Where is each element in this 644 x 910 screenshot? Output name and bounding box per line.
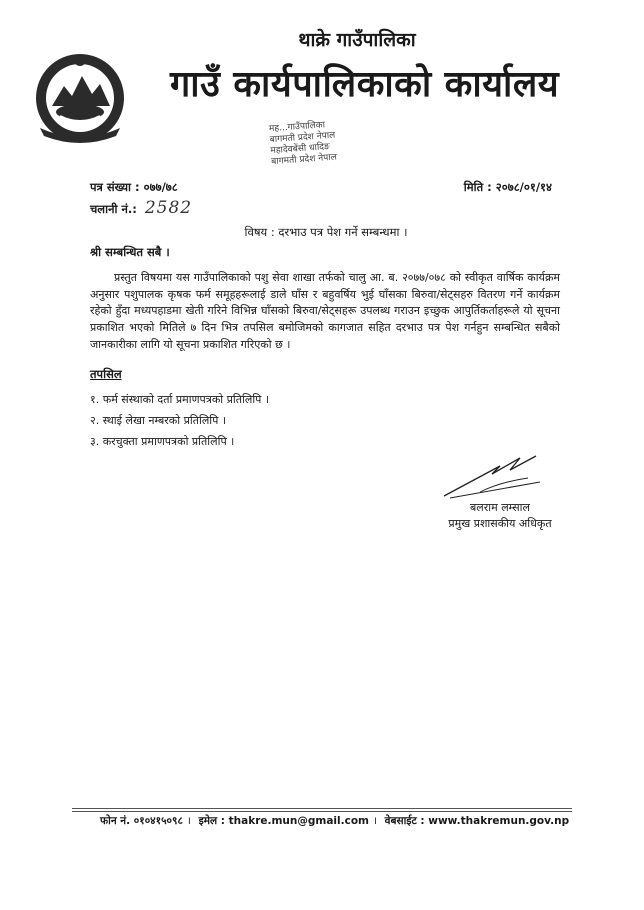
phone-label: फोन नं.: [100, 815, 131, 827]
office-stamp: [269, 116, 392, 168]
list-item: १. फर्म संस्थाको दर्ता प्रमाणपत्रको प्रतिलिपि ।: [90, 393, 270, 406]
stamp-line: बागमती प्रदेश नेपाल: [270, 152, 338, 168]
list-item: २. स्थाई लेखा नम्बरको प्रतिलिपि ।: [90, 414, 227, 427]
municipality-name: थाक्रे गाउँपालिका: [298, 29, 416, 51]
email-label: इमेल :: [198, 815, 225, 827]
dispatch-number-label: चलानी नं.:: [90, 202, 137, 216]
signatory-block: [430, 500, 570, 532]
nepal-government-emblem: [30, 46, 130, 146]
date-label: मिति :: [463, 180, 492, 194]
notice-body: प्रस्तुत विषयमा यस गाउँपालिकाको पशु सेवा शाखा तर्फको चालु आ. ब. २०७७/०७८ को स्वीकृत वार्षिक कार्यक्रम अनुसार पशुपालक कृषक फर्म समूहहरूलाई डाले घाँस र बहुवर्षिय भुई घाँसका बिरुवा/सेट्सहरु वितरण गर्ने कार्यक्रम रहेको हुँदा मध्यपहाडमा खेती गरिने विभिन्न घाँसको बिरुवा/सेट्सहरू उपलब्ध गराउन इच्छुक आपुर्तिकर्ताहरूले यो सूचना प्रकाशित भएको मितिले ७ दिन भित्र तपसिल बमोजिमको कागजात सहित दरभाउ पत्र पेश गर्नहुन सम्बन्धित सबैको जानकारीका लागि यो सूचना प्रकाशित गरिएको छ ।: [90, 271, 560, 351]
email-link[interactable]: thakre.mun@gmail.com: [228, 815, 369, 827]
subject-line: विषय : दरभाउ पत्र पेश गर्ने सम्बन्धमा ।: [244, 225, 408, 239]
letter-date: [464, 180, 552, 195]
letter-number-label: पत्र संख्या :: [90, 180, 140, 194]
date-value: २०७८/०१/१४: [495, 180, 552, 194]
contact-footer: फोन नं. ०१०४१५०९८ । इमेल : thakre.mun@gmail.com । वेबसाईट : www.thakremun.gov.np: [100, 815, 570, 827]
list-item: ३. करचुक्ता प्रमाणपत्रको प्रतिलिपि ।: [90, 435, 235, 448]
letter-number: [90, 180, 178, 195]
annex-title: तपसिल: [90, 367, 122, 381]
stamp-line: मह...गाउँपालिका: [268, 120, 326, 135]
stamp-line: बागमती प्रदेश नेपाल: [269, 130, 336, 146]
phone-number: ०१०४१५०९८: [133, 815, 183, 827]
website-label: वेबसाईट :: [384, 815, 425, 827]
website-link[interactable]: www.thakremun.gov.np: [428, 815, 570, 827]
handwritten-signature: [440, 452, 550, 502]
footer-divider: [72, 808, 572, 812]
dispatch-number: [90, 198, 192, 218]
signatory-name: बलराम लम्साल: [470, 501, 530, 514]
dispatch-number-value: 2582: [144, 198, 193, 218]
stamp-line: महादेवबेंसी धादिङ: [270, 142, 331, 157]
signatory-title: प्रमुख प्रशासकीय अधिकृत: [448, 517, 552, 530]
annex-list: [90, 389, 269, 452]
office-title: गाउँ कार्यपालिकाको कार्यालय: [170, 64, 560, 105]
salutation: श्री सम्बन्धित सबै ।: [90, 245, 170, 259]
letter-number-value: ०७७/७८: [143, 180, 178, 194]
